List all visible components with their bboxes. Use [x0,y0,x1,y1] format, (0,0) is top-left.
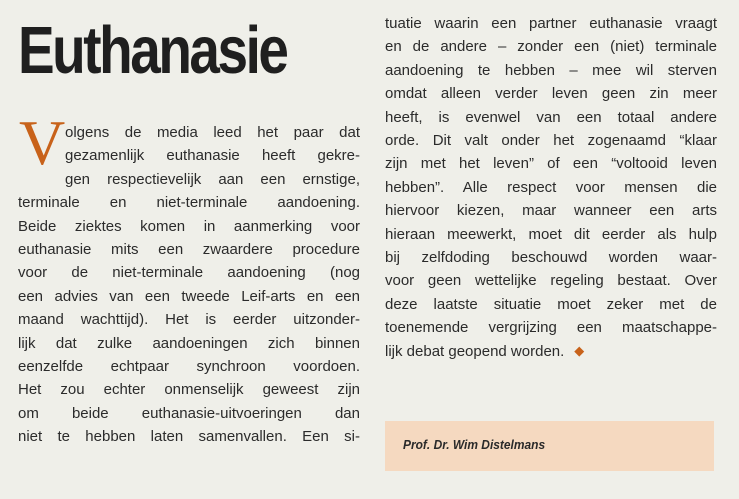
body-text-right [385,12,717,363]
text-line: en de andere – zonder een (niet) terminale [385,38,717,56]
text-line: terminale en niet-terminale aandoening. [18,194,360,212]
text-line: hieraan meewerkt, moet dit eerder als hulp [385,225,717,243]
text-line-end: lijk debat geopend worden. [385,343,565,361]
text-line: Beide ziektes komen in aanmerking voor [18,217,360,235]
text-line: orde. Dit valt onder het zogenaamd “klaar [385,131,717,149]
text-line: bij zelfdoding beschouwd worden waar- [385,248,717,266]
text-line: gen respectievelijk aan een ernstige, [65,170,360,188]
left-column [18,12,360,448]
text-line: tuatie waarin een partner euthanasie vraagt [385,15,717,32]
author-name: Prof. Dr. Wim Distelmans [403,437,546,452]
text-line: hebben”. Alle respect voor mensen die [385,178,717,196]
last-text-line [385,339,717,362]
text-line: maand wachttijd). Het is eerder uitzonder- [18,311,360,329]
text-line: deze laatste situatie moet zeker met de [385,295,717,313]
text-line: hiervoor kiezen, maar wanneer een arts [385,202,717,220]
text-line: euthanasie mits een zwaardere procedure [18,240,360,258]
text-line: voor de niet-terminale aandoening (nog [18,264,360,282]
body-text-left [18,107,360,448]
text-line: niet te hebben laten samenvallen. Een si- [18,428,360,446]
text-line: toenemende vergrijzing een maatschappe- [385,319,717,337]
drop-cap: V [19,107,66,178]
text-line: omdat alleen verder leven geen zin meer [385,85,717,103]
text-line: heeft, is evenwel van een totaal andere [385,108,717,126]
author-box [385,421,714,471]
text-line: lijk dat zulke aandoeningen zich binnen [18,334,360,352]
text-line: een advies van een tweede Leif-arts en een [18,287,360,305]
text-line: aandoening te hebben – mee wil sterven [385,61,717,79]
end-diamond-icon: ◆ [574,343,585,359]
text-line: olgens de media leed het paar dat [65,124,360,141]
text-line: om beide euthanasie-uitvoeringen dan [18,404,360,422]
text-line: gezamenlijk euthanasie heeft gekre- [65,147,360,165]
text-line: zijn met het leven” of een “voltooid leven [385,155,717,173]
text-line: eenzelfde echtpaar synchroon voordoen. [18,357,360,375]
text-line: voor geen wettelijke regeling bestaat. Over [385,272,717,290]
article-title: Euthanasie [18,13,287,88]
text-line: Het zou echter onmenselijk geweest zijn [18,381,360,399]
right-column [385,12,717,363]
